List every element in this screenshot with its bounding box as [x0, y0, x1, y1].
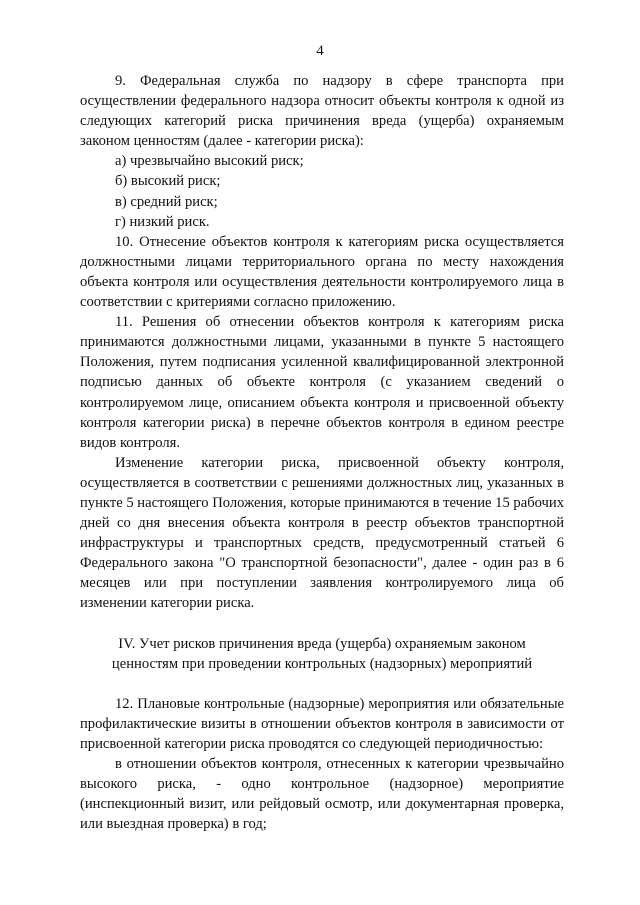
paragraph-9: 9. Федеральная служба по надзору в сфере транспорта при осуществлении федерального надзора относит объекты контроля к одной из следующих категорий риска причинения вреда (ущерба) охраняемым законом ценностям (далее - категории риска):	[80, 73, 564, 150]
paragraph-extreme-risk: в отношении объектов контроля, отнесенных к категории чрезвычайно высокого риска, - одно контрольное (надзорное) мероприятие (инспекционный визит, или рейдовый осмотр, или документарная проверка, или выездная проверка) в год;	[80, 756, 564, 833]
section-heading-iv	[80, 634, 564, 674]
paragraph-category-change: Изменение категории риска, присвоенной объекту контроля, осуществляется в соответствии с решениями должностных лиц, указанных в пункте 5 настоящего Положения, которые принимаются в течение 15 рабочих дней со дня внесения объекта контроля в реестр объектов транспортной инфраструктуры и транспортных средств, предусмотренный статьей 6 Федерального закона "О транспортной безопасности", далее - один раз в 6 месяцев или при поступлении заявления контролируемого лица об изменении категории риска.	[80, 454, 564, 612]
risk-category-item: в) средний риск;	[115, 193, 218, 210]
section-heading-line: ценностям при проведении контрольных (надзорных) мероприятий	[111, 655, 533, 672]
risk-category-item: г) низкий риск.	[115, 213, 210, 230]
document-body	[80, 71, 564, 834]
paragraph-10: 10. Отнесение объектов контроля к категориям риска осуществляется должностными лицами территориального органа по месту нахождения объекта контроля или осуществления деятельности контролируемого лица в соответствии с критериями согласно приложению.	[80, 233, 564, 311]
paragraph-11: 11. Решения об отнесении объектов контроля к категориям риска принимаются должностными лицами, указанными в пункте 5 настоящего Положения, путем подписания усиленной квалифицированной электронной подписью данных об объекте контроля (с указанием сведений о контролируемом лице, описанием объекта контроля и присвоенной объекту контроля категории риска) в перечне объектов контроля в едином реестре видов контроля.	[80, 314, 564, 451]
paragraph-12: 12. Плановые контрольные (надзорные) мероприятия или обязательные профилактические визиты в отношении объектов контроля в зависимости от присвоенной категории риска проводятся со следующей периодичностью:	[80, 695, 564, 752]
section-heading-line: IV. Учет рисков причинения вреда (ущерба) охраняемым законом	[118, 635, 526, 652]
risk-category-item: б) высокий риск;	[115, 173, 221, 190]
risk-category-item: а) чрезвычайно высокий риск;	[115, 153, 304, 170]
page-number: 4	[316, 43, 324, 59]
